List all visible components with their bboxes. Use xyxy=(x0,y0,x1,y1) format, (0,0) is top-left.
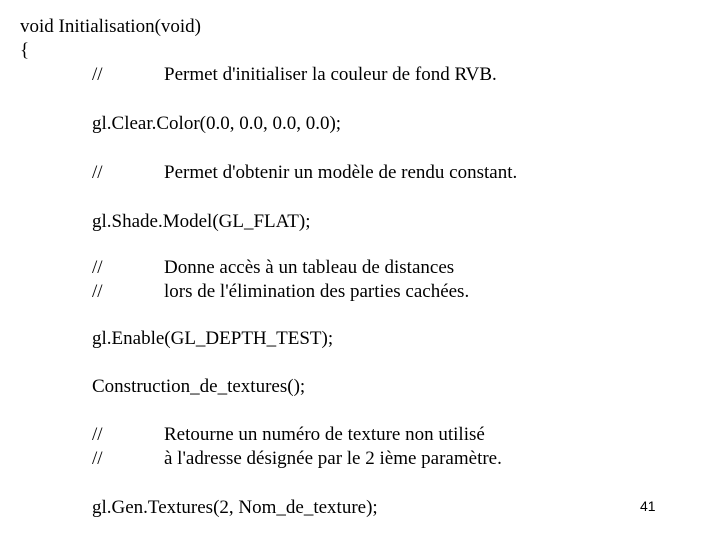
comment-line: lors de l'élimination des parties cachées. xyxy=(164,281,470,302)
code-line: gl.Shade.Model(GL_FLAT); xyxy=(92,211,311,232)
comment-marker: // xyxy=(92,424,103,445)
comment-line: Donne accès à un tableau de distances xyxy=(164,257,455,278)
code-line: gl.Gen.Textures(2, Nom_de_texture); xyxy=(92,497,378,518)
code-line: Construction_de_textures(); xyxy=(92,376,306,397)
comment-line: Retourne un numéro de texture non utilisé xyxy=(164,424,485,445)
comment-line: Permet d'initialiser la couleur de fond RVB. xyxy=(164,64,497,85)
function-signature: void Initialisation(void) xyxy=(20,16,202,37)
comment-line: à l'adresse désignée par le 2 ième paramètre. xyxy=(164,448,502,469)
comment-marker: // xyxy=(92,64,103,85)
comment-marker: // xyxy=(92,257,103,278)
open-brace: { xyxy=(20,40,30,61)
comment-marker: // xyxy=(92,448,103,469)
page-number: 41 xyxy=(640,498,656,514)
code-line: gl.Enable(GL_DEPTH_TEST); xyxy=(92,328,334,349)
comment-marker: // xyxy=(92,162,103,183)
comment-line: Permet d'obtenir un modèle de rendu constant. xyxy=(164,162,518,183)
code-line: gl.Clear.Color(0.0, 0.0, 0.0, 0.0); xyxy=(92,113,342,134)
comment-marker: // xyxy=(92,281,103,302)
